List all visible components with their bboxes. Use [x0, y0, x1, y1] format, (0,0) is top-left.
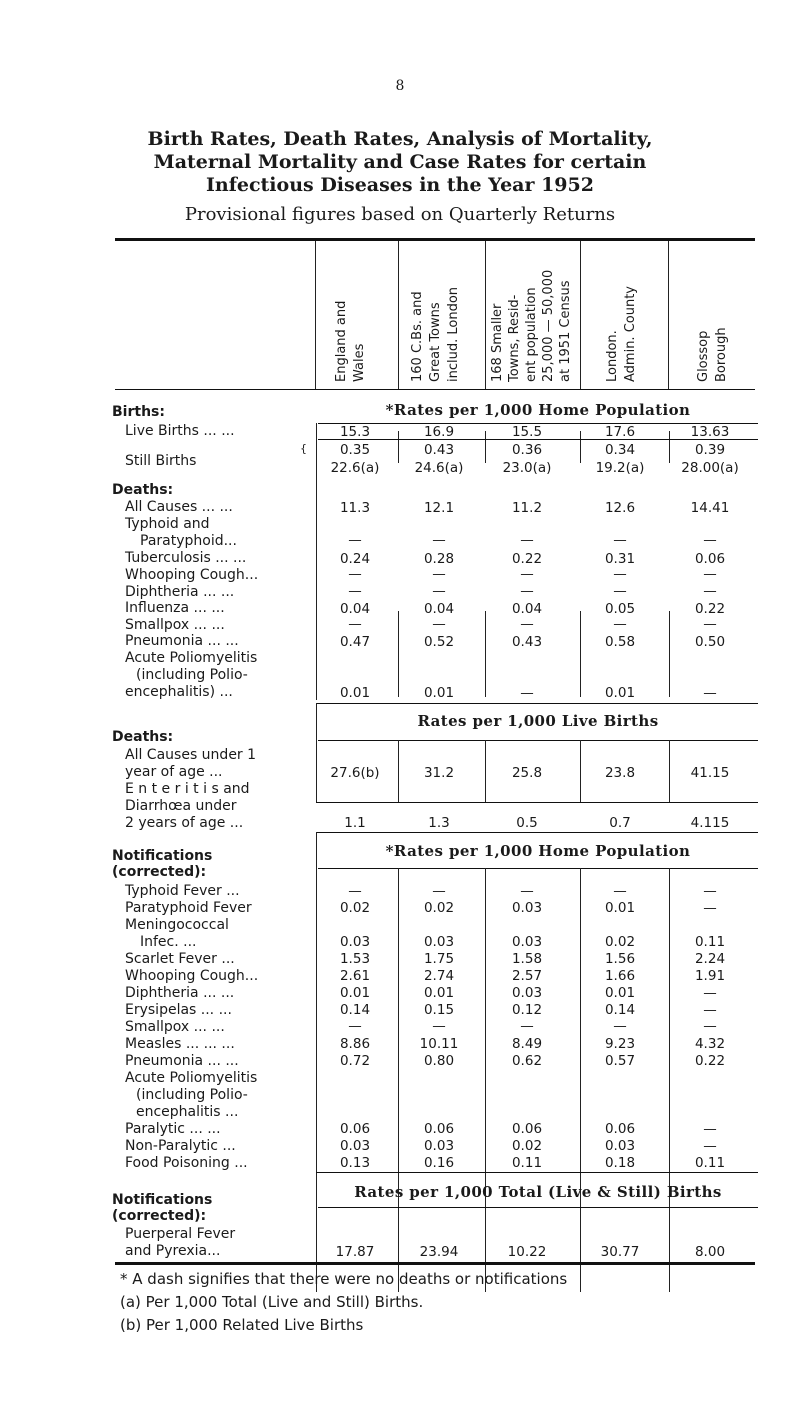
bottom-rule: [115, 1262, 755, 1265]
band-rule: [316, 703, 758, 704]
col-divider: [398, 868, 399, 1292]
section-deaths-infant: Deaths:: [112, 729, 174, 745]
section-notifications-line: Notifications: [112, 1192, 213, 1208]
band-rule: [316, 802, 758, 803]
col-divider: [669, 868, 670, 1292]
col-divider: [580, 868, 581, 1292]
footnote: (b) Per 1,000 Related Live Births: [120, 1316, 364, 1334]
col-divider: [316, 703, 317, 803]
footnote: * A dash signifies that there were no deaths or notifications: [120, 1270, 568, 1288]
title-line: Maternal Mortality and Case Rates for certain: [153, 151, 647, 173]
band-rule: [316, 832, 758, 833]
band-rule: [318, 1207, 758, 1208]
col-divider: [398, 241, 399, 389]
col-divider: [668, 241, 669, 389]
band-rule: [318, 740, 758, 741]
section-notifications-line: Notifications: [112, 848, 213, 864]
bracket-icon: {: [300, 442, 307, 455]
top-rule: [115, 238, 755, 241]
band-rule: [316, 1172, 758, 1173]
section-notifications-line: (corrected):: [112, 1208, 207, 1224]
band-rule: [318, 868, 758, 869]
title-line: Birth Rates, Death Rates, Analysis of Mortality,: [147, 128, 653, 150]
title-line: Infectious Diseases in the Year 1952: [206, 174, 594, 196]
page-title: [60, 128, 740, 197]
footnote: (a) Per 1,000 Total (Live and Still) Births.: [120, 1293, 424, 1311]
band-caption: *Rates per 1,000 Home Population: [385, 842, 691, 860]
header-rule: [115, 389, 755, 390]
section-deaths: Deaths:: [112, 482, 174, 498]
section-births: Births:: [112, 404, 165, 420]
col-divider: [580, 241, 581, 389]
subtitle: Provisional figures based on Quarterly Returns: [184, 204, 616, 225]
band-caption: Rates per 1,000 Live Births: [417, 712, 659, 730]
section-notifications-puerperal: [112, 1192, 212, 1224]
band-caption: *Rates per 1,000 Home Population: [385, 401, 691, 419]
col-divider: [315, 241, 316, 389]
page-number: 8: [395, 78, 405, 94]
col-divider: [485, 241, 486, 389]
section-notifications: [112, 848, 212, 880]
band-caption: Rates per 1,000 Total (Live & Still) Births: [354, 1183, 722, 1201]
section-notifications-line: (corrected):: [112, 864, 207, 880]
col-divider: [485, 868, 486, 1292]
